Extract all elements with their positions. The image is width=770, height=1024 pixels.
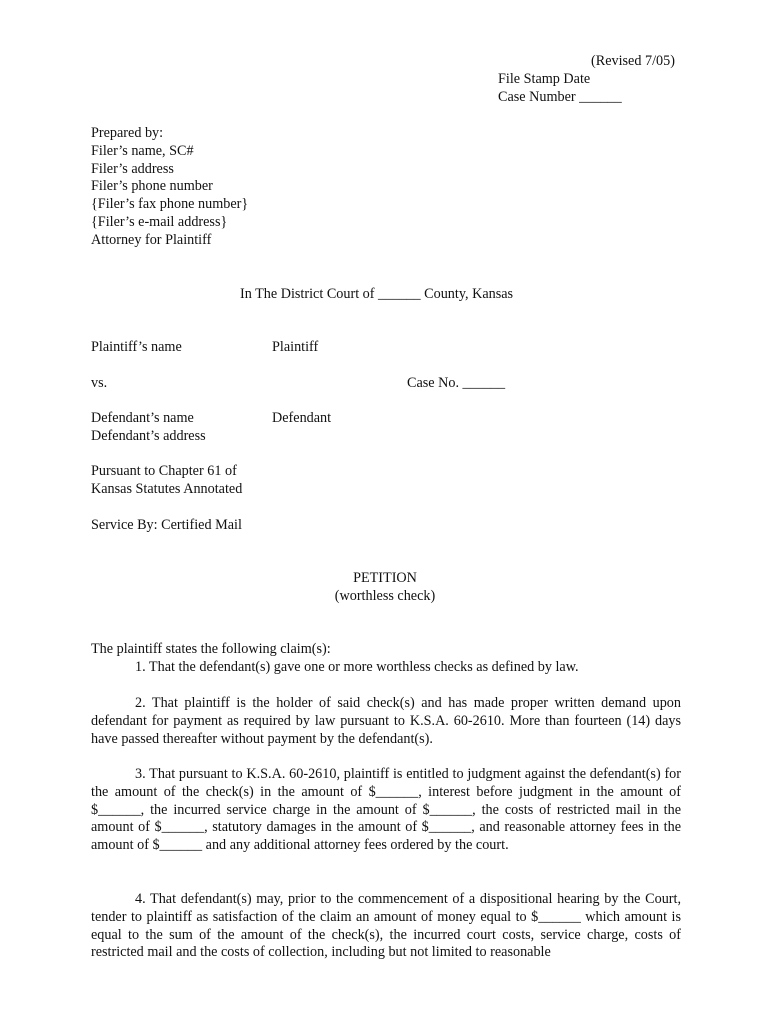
defendant-block (91, 410, 206, 446)
attorney-for: Attorney for Plaintiff (91, 231, 212, 248)
prepared-by-label: Prepared by: (91, 125, 164, 141)
filer-name: Filer’s name, SC# (91, 142, 194, 159)
filer-phone: Filer’s phone number (91, 178, 213, 195)
file-stamp-date: File Stamp Date (498, 71, 591, 87)
header-case-number: Case Number ______ (498, 89, 622, 105)
claim-4: 4. That defendant(s) may, prior to the commencement of a dispositional hearing by the Court, tender to plaintiff as satisfaction of the claim an amount of money equal to $______ which amount is equal to the sum of the amount of the check(s), the incurred court costs, service charge, costs of restricted mail and the costs of collection, including but not limited to reasonable (91, 891, 681, 961)
defendant-role: Defendant (272, 410, 332, 426)
claim-1: 1. That the defendant(s) gave one or more worthless checks as defined by law. (135, 659, 579, 675)
caption-case-number: Case No. ______ (407, 375, 506, 391)
pursuant-line-2: Kansas Statutes Annotated (91, 480, 243, 497)
claims-intro: The plaintiff states the following claim(s): (91, 641, 331, 657)
filer-address: Filer’s address (91, 160, 174, 177)
pursuant-block (91, 463, 242, 499)
petition-subtitle: (worthless check) (334, 588, 436, 604)
filer-email: {Filer’s e-mail address} (91, 213, 228, 230)
pursuant-line-1: Pursuant to Chapter 61 of (91, 463, 237, 479)
prepared-by-block (91, 125, 248, 250)
petition-title: PETITION (353, 570, 417, 586)
plaintiff-role: Plaintiff (272, 339, 319, 355)
defendant-address: Defendant’s address (91, 427, 206, 444)
service-method: Service By: Certified Mail (91, 517, 242, 533)
revised-note: (Revised 7/05) (591, 53, 675, 69)
court-heading: In The District Court of ______ County, Kansas (240, 286, 514, 302)
plaintiff-name: Plaintiff’s name (91, 339, 182, 355)
claim-3: 3. That pursuant to K.S.A. 60-2610, plaintiff is entitled to judgment against the defendant(s) for the amount of the check(s) in the amount of $______, interest before judgment in the amount of $______, the incurred service charge in the amount of $______, the costs of restricted mail in the amount of $______, statutory damages in the amount of $______, and reasonable attorney fees in the amount of $______ and any additional attorney fees ordered by the court. (91, 766, 681, 854)
versus: vs. (91, 375, 108, 391)
filer-fax: {Filer’s fax phone number} (91, 196, 249, 213)
claim-2: 2. That plaintiff is the holder of said check(s) and has made proper written demand upon defendant for payment as required by law pursuant to K.S.A. 60-2610. More than fourteen (14) days have passed thereafter without payment by the defendant(s). (91, 695, 681, 747)
defendant-name: Defendant’s name (91, 410, 194, 426)
